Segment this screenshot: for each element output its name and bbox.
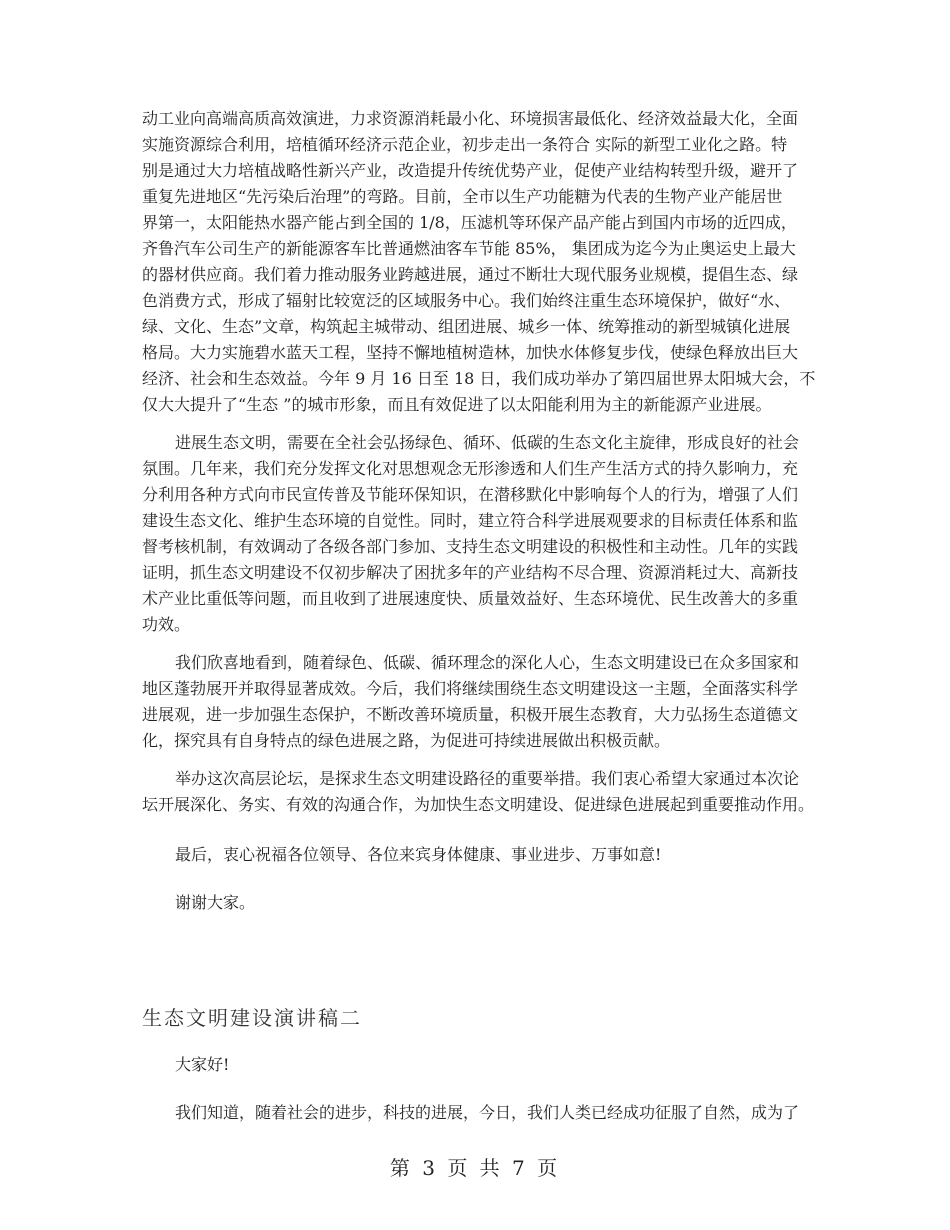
page-number-footer: 第 3 页 共 7 页 — [389, 1156, 561, 1180]
text-line: 分利用各种方式向市民宣传普及节能环保知识，在潜移默化中影响每个人的行为，增强了人们 — [142, 485, 799, 504]
text-line: 地区蓬勃展开并取得显著成效。今后，我们将继续围绕生态文明建设这一主题，全面落实科学 — [142, 679, 799, 698]
paragraph-6 — [142, 890, 822, 916]
text-line: 功效。 — [142, 615, 191, 634]
text-line: 重复先进地区“先污染后治理”的弯路。目前，全市以生产功能糖为代表的生物产业产能居世 — [142, 187, 783, 206]
paragraph-5 — [142, 842, 822, 868]
text-line: 界第一，太阳能热水器产能占到全国的 1/8，压滤机等环保产品产能占到国内市场的近四成， — [142, 213, 797, 232]
text-line: 举办这次高层论坛，是探求生态文明建设路径的重要举措。我们衷心希望大家通过本次论 — [175, 769, 800, 788]
text-line: 证明，抓生态文明建设不仅初步解决了困扰多年的产业结构不尽合理、资源消耗过大、高新技 — [142, 563, 799, 582]
paragraph-4 — [142, 766, 822, 818]
text-line: 谢谢大家。 — [175, 893, 256, 912]
text-line: 建设生态文化、维护生态环境的自觉性。同时，建立符合科学进展观要求的目标责任体系和监 — [142, 511, 799, 530]
paragraph-7 — [142, 1100, 822, 1126]
paragraph-1 — [142, 106, 822, 418]
text-line: 术产业比重低等问题，而且收到了进展速度快、质量效益好、生态环境优、民生改善大的多重 — [142, 589, 799, 608]
greeting — [142, 1052, 822, 1078]
text-line: 动工业向高端高质高效演进，力求资源消耗最小化、环境损害最低化、经济效益最大化，全面 — [142, 109, 799, 128]
text-line: 格局。大力实施碧水蓝天工程，坚持不懈地植树造林，加快水体修复步伐，使绿色释放出巨大 — [142, 343, 799, 362]
text-line: 的器材供应商。我们着力推动服务业跨越进展，通过不断壮大现代服务业规模，提倡生态、绿 — [142, 265, 799, 284]
text-line: 我们欣喜地看到，随着绿色、低碳、循环理念的深化人心，生态文明建设已在众多国家和 — [175, 653, 800, 672]
text-line: 别是通过大力培植战略性新兴产业，改造提升传统优势产业，促使产业结构转型升级，避开了 — [142, 161, 799, 180]
text-line: 经济、社会和生态效益。今年 9 月 16 日至 18 日，我们成功举办了第四届世界太阳城大会，不 — [142, 369, 816, 388]
text-line: 进展生态文明，需要在全社会弘扬绿色、循环、低碳的生态文化主旋律，形成良好的社会 — [175, 433, 800, 452]
text-line: 督考核机制，有效调动了各级各部门参加、支持生态文明建设的积极性和主动性。几年的实践 — [142, 537, 799, 556]
section-title: 生态文明建设演讲稿二 — [142, 1006, 362, 1030]
text-line: 进展观，进一步加强生态保护，不断改善环境质量，积极开展生态教育，大力弘扬生态道德文 — [142, 705, 799, 724]
paragraph-2 — [142, 430, 822, 638]
text-line: 色消费方式，形成了辐射比较宽泛的区域服务中心。我们始终注重生态环境保护，做好“水、 — [142, 291, 791, 310]
paragraph-3 — [142, 650, 822, 754]
text-line: 仅大大提升了“生态 ”的城市形象，而且有效促进了以太阳能利用为主的新能源产业进展。 — [142, 395, 772, 414]
text-line: 齐鲁汽车公司生产的新能源客车比普通燃油客车节能 85%， 集团成为迄今为止奥运史上最大 — [142, 239, 796, 258]
text-line: 绿、文化、生态”文章，构筑起主城带动、组团进展、城乡一体、统筹推动的新型城镇化进展 — [142, 317, 791, 336]
text-line: 我们知道，随着社会的进步，科技的进展，今日，我们人类已经成功征服了自然，成为了 — [175, 1103, 800, 1122]
text-line: 氛围。几年来，我们充分发挥文化对思想观念无形渗透和人们生产生活方式的持久影响力，充 — [142, 459, 799, 478]
text-line: 最后，衷心祝福各位领导、各位来宾身体健康、事业进步、万事如意! — [175, 845, 662, 864]
text-line: 实施资源综合利用，培植循环经济示范企业，初步走出一条符合 实际的新型工业化之路。特 — [142, 135, 788, 154]
text-line: 坛开展深化、务实、有效的沟通合作，为加快生态文明建设、促进绿色进展起到重要推动作用。 — [142, 795, 815, 814]
text-line: 化，探究具有自身特点的绿色进展之路，为促进可持续进展做出积极贡献。 — [142, 731, 671, 750]
text-line: 大家好! — [175, 1055, 230, 1074]
